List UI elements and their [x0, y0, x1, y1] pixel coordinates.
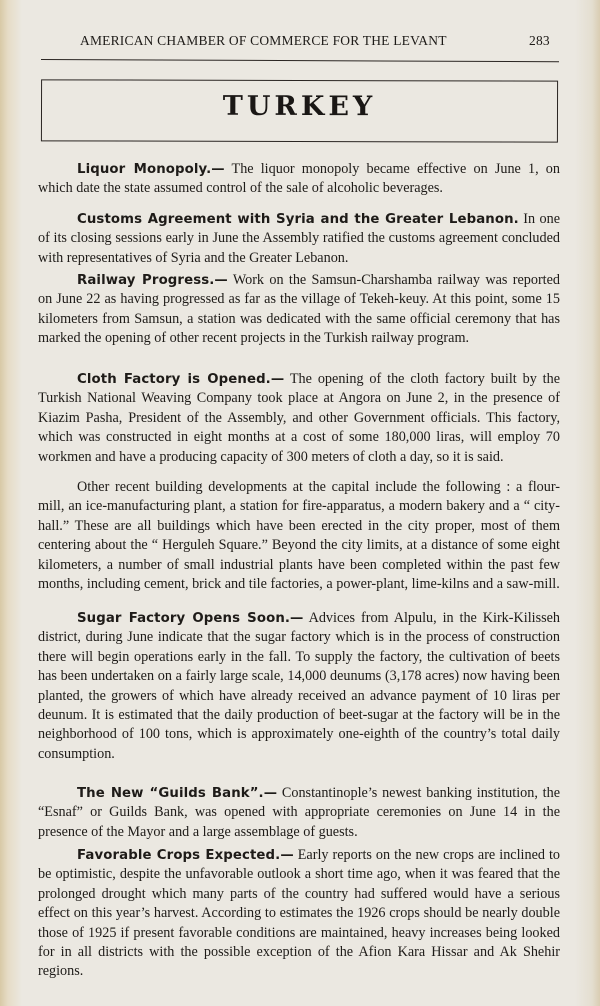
article-railway-progress	[38, 271, 560, 349]
article-heading: Sugar Factory Opens Soon.—	[77, 611, 304, 626]
section-title: TURKEY	[222, 90, 377, 123]
article-body: Early reports on the new crops are inclined to be optimistic, despite the unfavorable outlook a short time ago, when it was feared that the prolonged drought which many parts of the country had suffered would have a serious effect on this year’s harvest. According to estimates the 1926 crops should be nearly double those of 1925 if present favorable conditions are maintained, heavy increases being looked for in all districts with the possible exception of the Afion Kara Hissar and Ak Shehir regions.	[38, 847, 561, 980]
article-heading: Liquor Monopoly.—	[77, 162, 225, 177]
article-customs-agreement	[38, 210, 560, 268]
article-body: Constantinople’s newest banking institution, the “Esnaf” or Guilds Bank, was opened with appropriate ceremonies on June 14 in the presence of the Mayor and a large assemblage of guests.	[38, 785, 560, 840]
article-heading: Railway Progress.—	[77, 273, 228, 288]
article-heading: Customs Agreement with Syria and the Greater Lebanon.	[77, 212, 519, 227]
article-other-developments	[38, 478, 560, 594]
article-favorable-crops	[38, 846, 560, 982]
article-sugar-factory	[38, 609, 560, 764]
header-rule	[41, 59, 559, 62]
article-cloth-factory	[38, 370, 560, 467]
article-guilds-bank	[38, 784, 560, 842]
article-body: Advices from Alpulu, in the Kirk-Kilisseh district, during June indicate that the sugar factory which is in the process of construction there will begin operations early in the fall. To supply the factory, the cultivation of beets has been undertaken on a fairly large scale, 14,000 deunums (3,178 acres) now having been planted, the growers of which have already received an advance payment of 10 liras per deunum. It is estimated that the daily production of beet-sugar at the factory will be in the neighborhood of 100 tons, which is approximately one-eighth of the country’s total daily consumption.	[38, 610, 561, 762]
article-heading: Cloth Factory is Opened.—	[77, 372, 285, 387]
publication-title: AMERICAN CHAMBER OF COMMERCE FOR THE LEVANT	[80, 33, 447, 48]
article-body: Other recent building developments at the capital include the following : a flour-mill, an ice-manufacturing plant, a station for fire-apparatus, a modern bakery and a “ city-hall.” These are all buildings which have been erected in the city proper, most of them centering about the “ Herguleh Square.” Beyond the city limits, at a distance of some eight kilometers, a number of small industrial plants have been completed within the past few months, including cement, brick and tile factories, a power-plant, lime-kilns and a saw-mill.	[38, 479, 560, 593]
article-heading: Favorable Crops Expected.—	[77, 848, 294, 863]
article-liquor-monopoly	[38, 160, 560, 199]
page-number: 283	[529, 33, 550, 48]
article-body: The opening of the cloth factory built by the Turkish National Weaving Company took place at Angora on June 2, in the presence of Kiazim Pasha, President of the Assembly, and other Government officials. This factory, which was constructed in eight months at a cost of some 180,000 liras, will employ 70 workmen and have a producing capacity of 300 meters of cloth a day, so it is said.	[38, 371, 561, 465]
section-title-box	[41, 79, 558, 142]
article-body: Work on the Samsun-Charshamba railway was reported on June 22 as having progressed as far as the village of Tekeh-keuy. At this point, some 15 kilometers from Samsun, a station was dedicated with the same official ceremony that has marked the opening of other recent projects in the Turkish railway program.	[38, 272, 561, 347]
article-heading: The New “Guilds Bank”.—	[77, 786, 278, 801]
article-body: In one of its closing sessions early in June the Assembly ratified the customs agreement concluded with representatives of Syria and the Greater Lebanon.	[38, 211, 560, 266]
article-body: The liquor monopoly became effective on June 1, on which date the state assumed control of the sale of alcoholic beverages.	[38, 161, 560, 197]
